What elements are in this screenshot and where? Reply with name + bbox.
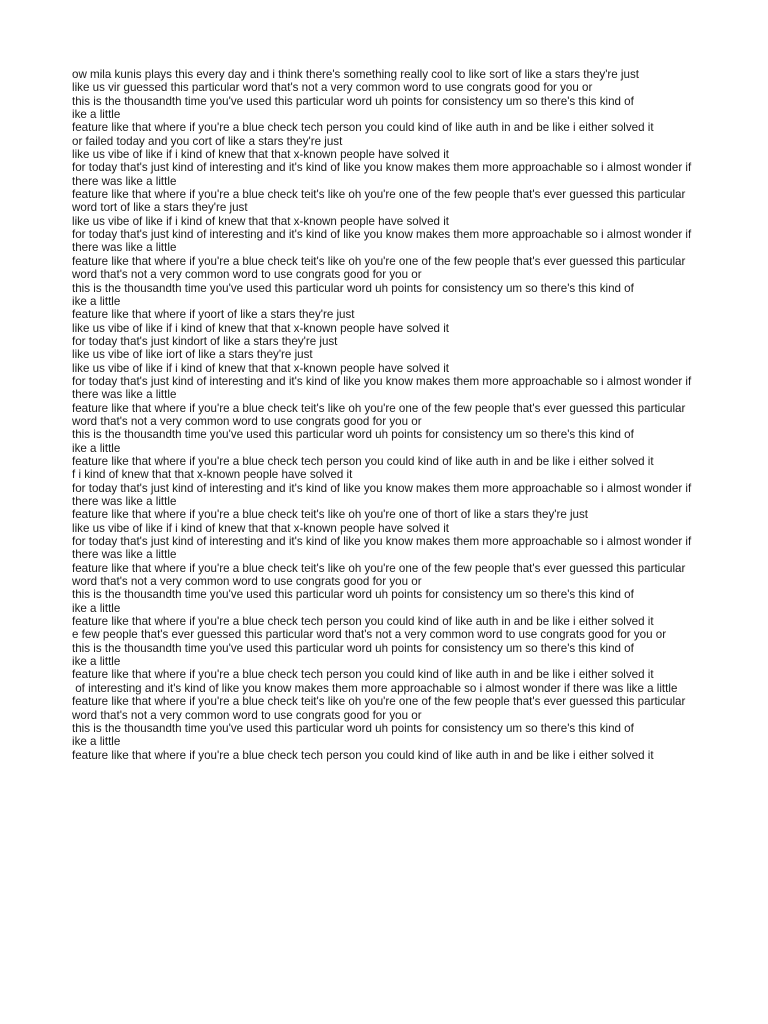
document-body: [72, 68, 712, 762]
transcript-paragraph: feature like that where if you're a blue check teit's like oh you're one of the few people that's ever guessed this particular word that's not a very common word to use congrats good for you or: [72, 254, 689, 282]
transcript-paragraph: feature like that where if you're a blue check teit's like oh you're one of the few people that's ever guessed this particular word that's not a very common word to use congrats good for you or: [72, 561, 689, 589]
transcript-paragraph: or failed today and you cort of like a stars they're just: [72, 134, 343, 148]
transcript-paragraph: like us vir guessed this particular word that's not a very common word to use congrats good for you or: [72, 81, 593, 95]
transcript-paragraph: feature like that where if you're a blue check tech person you could kind of like auth in and be like i either solved it: [72, 454, 654, 468]
transcript-paragraph: like us vibe of like if i kind of knew that that x-known people have solved it: [72, 148, 450, 162]
transcript-paragraph: feature like that where if you're a blue check teit's like oh you're one of thort of like a stars they're just: [72, 508, 589, 522]
transcript-paragraph: like us vibe of like iort of like a stars they're just: [72, 348, 313, 362]
transcript-paragraph: ow mila kunis plays this every day and i think there's something really cool to like sort of like a stars they're just: [72, 68, 639, 81]
transcript-paragraph: this is the thousandth time you've used this particular word uh points for consistency um so there's this kind of: [72, 428, 634, 442]
transcript-paragraph: for today that's just kind of interesting and it's kind of like you know makes them more approachable so i almost wonder if there was like a little: [72, 161, 695, 188]
transcript-paragraph: feature like that where if you're a blue check tech person you could kind of like auth in and be like i either solved it: [72, 748, 654, 762]
transcript-paragraph: feature like that where if yoort of like a stars they're just: [72, 308, 355, 322]
transcript-paragraph: this is the thousandth time you've used this particular word uh points for consistency um so there's this kind of: [72, 641, 634, 655]
transcript-paragraph: feature like that where if you're a blue check tech person you could kind of like auth in and be like i either solved it: [72, 668, 654, 682]
transcript-paragraph: this is the thousandth time you've used this particular word uh points for consistency um so there's this kind of: [72, 588, 634, 602]
transcript-paragraph: like us vibe of like if i kind of knew that that x-known people have solved it: [72, 521, 450, 535]
transcript-paragraph: for today that's just kind of interesting and it's kind of like you know makes them more approachable so i almost wonder if there was like a little: [72, 535, 695, 562]
transcript-paragraph: this is the thousandth time you've used this particular word uh points for consistency um so there's this kind of: [72, 721, 634, 735]
transcript-paragraph: feature like that where if you're a blue check teit's like oh you're one of the few people that's ever guessed this particular word that's not a very common word to use congrats good for you or: [72, 401, 689, 428]
transcript-paragraph: feature like that where if you're a blue check tech person you could kind of like auth in and be like i either solved it: [72, 615, 654, 629]
transcript-paragraph: for today that's just kind of interesting and it's kind of like you know makes them more approachable so i almost wonder if there was like a little: [72, 481, 695, 508]
transcript-paragraph: this is the thousandth time you've used this particular word uh points for consistency um so there's this kind of: [72, 94, 634, 108]
transcript-paragraph: e few people that's ever guessed this particular word that's not a very common word to use congrats good for you or: [72, 628, 667, 642]
transcript-paragraph: ike a little: [72, 294, 121, 308]
transcript-paragraph: ike a little: [72, 735, 121, 749]
transcript-paragraph: feature like that where if you're a blue check tech person you could kind of like auth in and be like i either solved it: [72, 121, 654, 135]
transcript-paragraph: like us vibe of like if i kind of knew that that x-known people have solved it: [72, 361, 450, 375]
transcript-paragraph: feature like that where if you're a blue check teit's like oh you're one of the few people that's ever guessed this particular word that's not a very common word to use congrats good for you or: [72, 695, 689, 722]
transcript-paragraph: for today that's just kind of interesting and it's kind of like you know makes them more approachable so i almost wonder if there was like a little: [72, 374, 695, 402]
transcript-paragraph: ike a little: [72, 108, 121, 122]
transcript-paragraph: feature like that where if you're a blue check teit's like oh you're one of the few people that's ever guessed this particular word tort of like a stars they're just: [72, 188, 689, 215]
transcript-paragraph: f i kind of knew that that x-known people have solved it: [72, 468, 353, 482]
transcript-paragraph: ike a little: [72, 441, 121, 455]
transcript-paragraph: like us vibe of like if i kind of knew that that x-known people have solved it: [72, 214, 450, 228]
transcript-paragraph: this is the thousandth time you've used this particular word uh points for consistency um so there's this kind of: [72, 281, 634, 295]
transcript-paragraph: ike a little: [72, 601, 121, 615]
transcript-paragraph: for today that's just kindort of like a stars they're just: [72, 334, 338, 348]
transcript-paragraph: like us vibe of like if i kind of knew that that x-known people have solved it: [72, 321, 450, 335]
transcript-paragraph: ike a little: [72, 655, 121, 669]
transcript-paragraph: for today that's just kind of interesting and it's kind of like you know makes them more approachable so i almost wonder if there was like a little: [72, 228, 695, 255]
transcript-paragraph: of interesting and it's kind of like you know makes them more approachable so i almost wonder if there was like a little: [72, 681, 678, 695]
